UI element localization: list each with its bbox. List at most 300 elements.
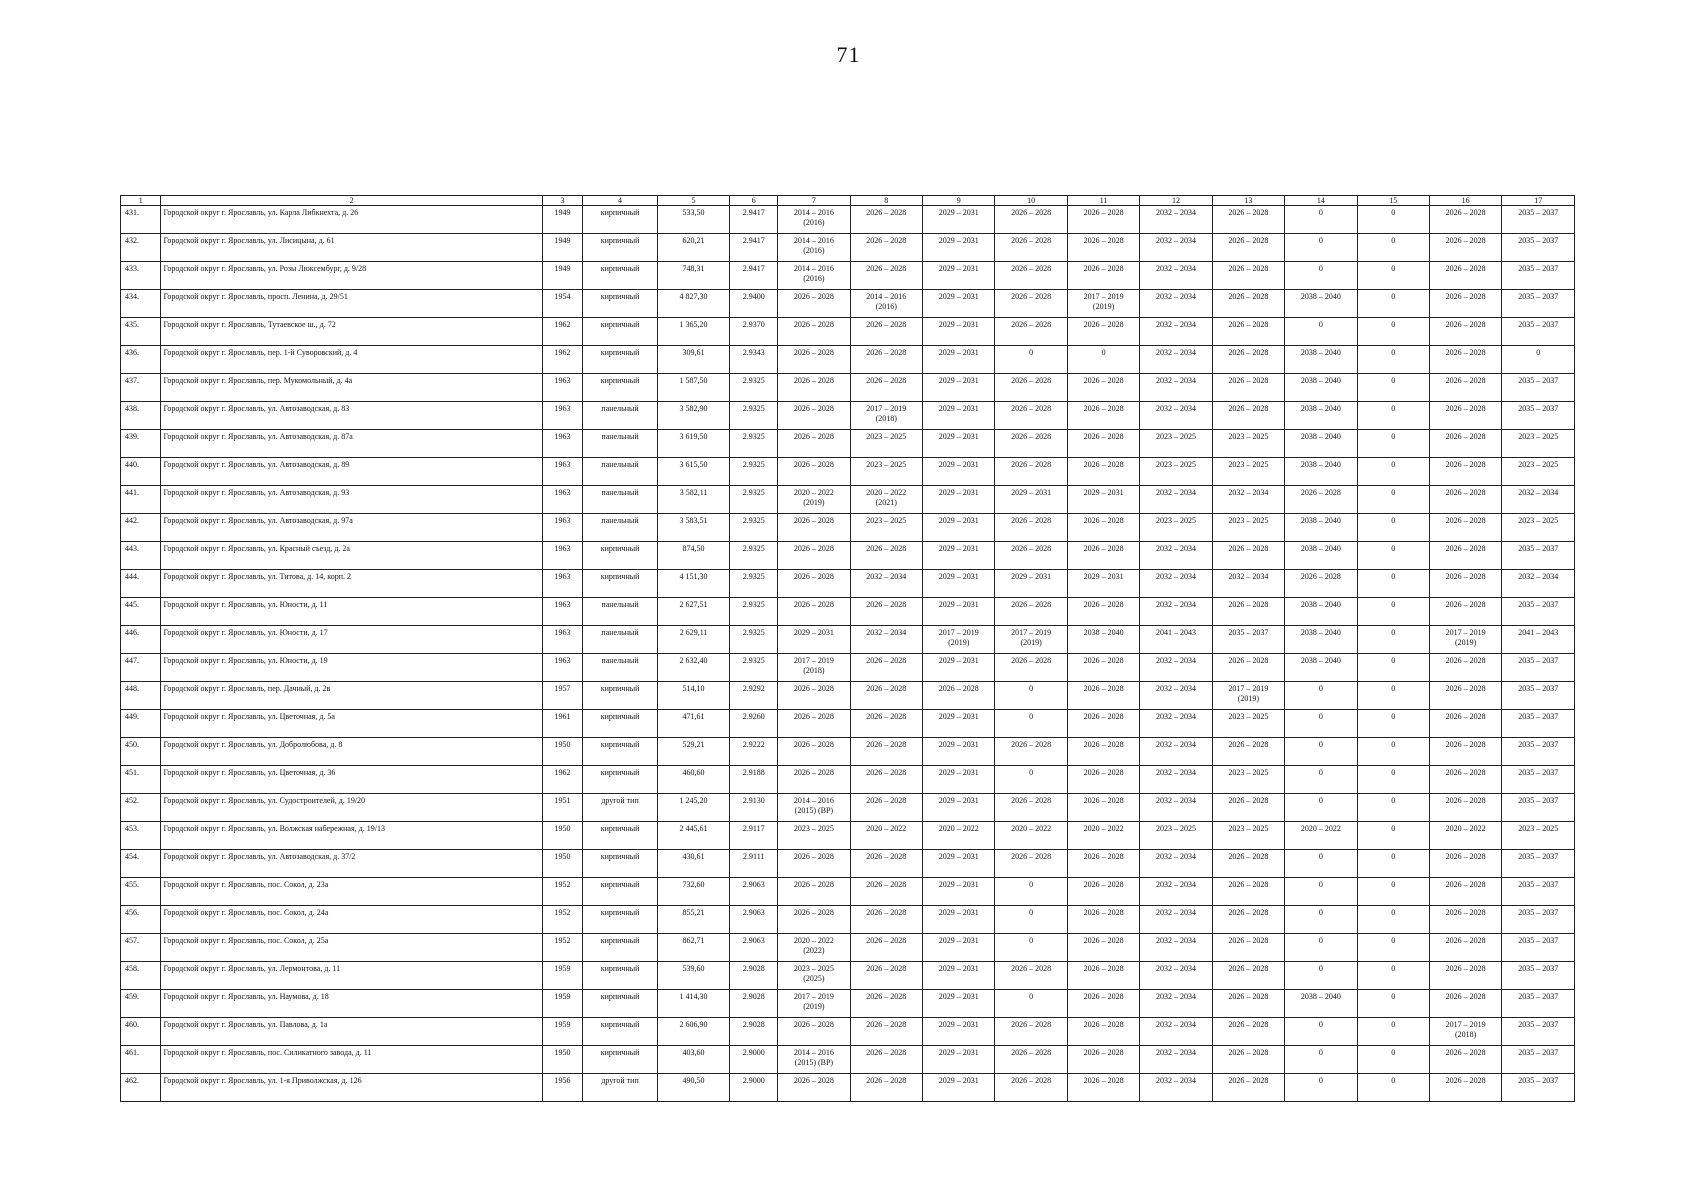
table-cell: 2029 – 2031 — [923, 1074, 995, 1102]
table-cell: 2035 – 2037 — [1502, 402, 1575, 430]
table-cell: Городской округ г. Ярославль, ул. Судостроителей, д. 19/20 — [161, 794, 542, 822]
column-header: 7 — [778, 196, 850, 206]
table-cell: 2038 – 2040 — [1285, 346, 1357, 374]
table-cell: 2026 – 2028 — [1212, 542, 1284, 570]
table-cell: 0 — [1357, 542, 1429, 570]
table-cell: 2026 – 2028 — [778, 514, 850, 542]
table-cell: 1 245,20 — [657, 794, 729, 822]
table-cell: 2026 – 2028 — [1067, 1046, 1139, 1074]
table-cell: 2026 – 2028 — [995, 206, 1067, 234]
table-row — [121, 710, 1575, 738]
table-cell: 2038 – 2040 — [1285, 290, 1357, 318]
table-cell: 2035 – 2037 — [1502, 654, 1575, 682]
table-cell: 2026 – 2028 — [1429, 346, 1501, 374]
table-cell: 2026 – 2028 — [1212, 262, 1284, 290]
table-cell: 2038 – 2040 — [1285, 430, 1357, 458]
table-cell: кирпичный — [583, 738, 658, 766]
table-cell: 2026 – 2028 — [1067, 1018, 1139, 1046]
table-cell: 2032 – 2034 — [1140, 878, 1212, 906]
column-header: 3 — [542, 196, 582, 206]
table-cell: 2026 – 2028 — [1067, 934, 1139, 962]
table-cell: 2026 – 2028 — [1067, 430, 1139, 458]
table-cell: 2038 – 2040 — [1285, 374, 1357, 402]
table-cell: 444. — [121, 570, 161, 598]
table-cell: 2026 – 2028 — [995, 738, 1067, 766]
table-cell: 2.9325 — [730, 514, 778, 542]
table-cell: 2.9188 — [730, 766, 778, 794]
table-cell: 2038 – 2040 — [1285, 598, 1357, 626]
table-cell: 2029 – 2031 — [923, 738, 995, 766]
table-cell: 2026 – 2028 — [850, 654, 922, 682]
table-cell: кирпичный — [583, 290, 658, 318]
table-cell: 2026 – 2028 — [1429, 486, 1501, 514]
table-row — [121, 990, 1575, 1018]
table-cell: 2032 – 2034 — [1140, 598, 1212, 626]
table-cell: 0 — [1357, 458, 1429, 486]
table-cell: 0 — [1285, 1018, 1357, 1046]
table-cell: 2.9325 — [730, 654, 778, 682]
table-cell: 2029 – 2031 — [923, 1018, 995, 1046]
table-cell: 2026 – 2028 — [1212, 990, 1284, 1018]
table-cell: 2029 – 2031 — [923, 710, 995, 738]
table-cell: 2029 – 2031 — [923, 262, 995, 290]
table-cell: 0 — [1285, 934, 1357, 962]
column-header: 9 — [923, 196, 995, 206]
table-cell: 1962 — [542, 318, 582, 346]
table-cell: 2026 – 2028 — [1212, 794, 1284, 822]
table-cell: 2032 – 2034 — [1140, 906, 1212, 934]
table-cell: 0 — [1285, 878, 1357, 906]
table-cell: 2035 – 2037 — [1502, 878, 1575, 906]
table-cell: 0 — [1285, 850, 1357, 878]
column-header: 6 — [730, 196, 778, 206]
table-cell: 1 365,20 — [657, 318, 729, 346]
table-cell: 2032 – 2034 — [1140, 206, 1212, 234]
table-cell: 0 — [995, 682, 1067, 710]
table-cell: 855,21 — [657, 906, 729, 934]
table-cell: другой тип — [583, 1074, 658, 1102]
table-cell: 2026 – 2028 — [1429, 990, 1501, 1018]
table-cell: Городской округ г. Ярославль, пер. Дачный, д. 2в — [161, 682, 542, 710]
table-cell: 2023 – 2025 — [1212, 430, 1284, 458]
table-cell: 0 — [1357, 206, 1429, 234]
table-cell: 2026 – 2028 — [850, 906, 922, 934]
table-cell: 2032 – 2034 — [850, 570, 922, 598]
table-cell: 2.9325 — [730, 542, 778, 570]
table-cell: 2023 – 2025 — [1140, 458, 1212, 486]
table-cell: 1959 — [542, 990, 582, 1018]
table-cell: 0 — [1357, 682, 1429, 710]
table-cell: 2026 – 2028 — [1285, 486, 1357, 514]
table-row — [121, 934, 1575, 962]
table-cell: 2020 – 2022 (2019) — [778, 486, 850, 514]
table-cell: 2026 – 2028 — [1429, 598, 1501, 626]
table-cell: кирпичный — [583, 766, 658, 794]
table-cell: 2.9417 — [730, 262, 778, 290]
table-cell: 2032 – 2034 — [1140, 570, 1212, 598]
table-cell: панельный — [583, 486, 658, 514]
table-cell: 2 445,61 — [657, 822, 729, 850]
table-cell: 2032 – 2034 — [1140, 1074, 1212, 1102]
table-header-row — [121, 196, 1575, 206]
table-cell: 0 — [1285, 206, 1357, 234]
table-cell: 2032 – 2034 — [1140, 794, 1212, 822]
table-cell: 451. — [121, 766, 161, 794]
table-cell: 2029 – 2031 — [778, 626, 850, 654]
table-cell: 438. — [121, 402, 161, 430]
table-cell: кирпичный — [583, 990, 658, 1018]
table-cell: 2023 – 2025 — [1212, 458, 1284, 486]
table-cell: 2023 – 2025 — [1140, 822, 1212, 850]
table-cell: Городской округ г. Ярославль, ул. Автозаводская, д. 89 — [161, 458, 542, 486]
table-cell: 2035 – 2037 — [1502, 262, 1575, 290]
table-cell: 2026 – 2028 — [1429, 682, 1501, 710]
table-cell: 2.9028 — [730, 1018, 778, 1046]
table-cell: 441. — [121, 486, 161, 514]
table-cell: 2020 – 2022 — [1429, 822, 1501, 850]
table-cell: 2026 – 2028 — [1067, 738, 1139, 766]
table-cell: 0 — [1357, 850, 1429, 878]
table-cell: 2035 – 2037 — [1502, 682, 1575, 710]
column-header: 5 — [657, 196, 729, 206]
table-cell: 2029 – 2031 — [923, 934, 995, 962]
table-row — [121, 430, 1575, 458]
table-cell: 2026 – 2028 — [850, 682, 922, 710]
table-cell: 2026 – 2028 — [850, 878, 922, 906]
table-cell: 0 — [995, 990, 1067, 1018]
table-cell: 2032 – 2034 — [1140, 962, 1212, 990]
table-cell: 440. — [121, 458, 161, 486]
table-cell: 2032 – 2034 — [1140, 990, 1212, 1018]
table-cell: 1959 — [542, 1018, 582, 1046]
table-cell: 0 — [1357, 934, 1429, 962]
table-cell: 2026 – 2028 — [778, 542, 850, 570]
table-cell: Городской округ г. Ярославль, ул. Лисицына, д. 61 — [161, 234, 542, 262]
table-cell: 2026 – 2028 — [995, 1074, 1067, 1102]
table-cell: 0 — [1357, 318, 1429, 346]
table-cell: 2026 – 2028 — [1429, 766, 1501, 794]
table-cell: 2026 – 2028 — [1429, 542, 1501, 570]
table-cell: 2026 – 2028 — [1212, 906, 1284, 934]
table-cell: 2029 – 2031 — [923, 878, 995, 906]
table-cell: 450. — [121, 738, 161, 766]
table-cell: 2026 – 2028 — [1429, 1046, 1501, 1074]
table-cell: 2026 – 2028 — [995, 234, 1067, 262]
table-cell: 439. — [121, 430, 161, 458]
table-cell: 2026 – 2028 — [1212, 850, 1284, 878]
table-cell: 2026 – 2028 — [995, 1018, 1067, 1046]
table-cell: 2035 – 2037 — [1502, 710, 1575, 738]
table-cell: 2.9260 — [730, 710, 778, 738]
table-cell: 2026 – 2028 — [1067, 514, 1139, 542]
table-cell: 2014 – 2016 (2015) (ВР) — [778, 794, 850, 822]
table-cell: Городской округ г. Ярославль, ул. Титова, д. 14, корп. 2 — [161, 570, 542, 598]
table-cell: 0 — [1285, 710, 1357, 738]
table-cell: 2032 – 2034 — [1140, 710, 1212, 738]
table-cell: 1963 — [542, 598, 582, 626]
table-cell: 2038 – 2040 — [1285, 654, 1357, 682]
table-cell: 0 — [995, 346, 1067, 374]
table-cell: 446. — [121, 626, 161, 654]
table-cell: кирпичный — [583, 374, 658, 402]
table-cell: 2026 – 2028 — [1212, 1074, 1284, 1102]
table-cell: 2026 – 2028 — [850, 206, 922, 234]
table-cell: 2.9111 — [730, 850, 778, 878]
table-cell: 2029 – 2031 — [923, 430, 995, 458]
table-cell: 2026 – 2028 — [778, 850, 850, 878]
table-cell: 2026 – 2028 — [1429, 430, 1501, 458]
table-cell: 462. — [121, 1074, 161, 1102]
table-cell: 2026 – 2028 — [850, 1074, 922, 1102]
table-cell: Городской округ г. Ярославль, ул. Автозаводская, д. 97а — [161, 514, 542, 542]
table-cell: 2035 – 2037 — [1502, 934, 1575, 962]
table-cell: 2026 – 2028 — [1212, 290, 1284, 318]
table-cell: 2032 – 2034 — [850, 626, 922, 654]
table-cell: 1963 — [542, 514, 582, 542]
table-cell: 432. — [121, 234, 161, 262]
table-cell: 539,60 — [657, 962, 729, 990]
table-cell: 2026 – 2028 — [1212, 598, 1284, 626]
table-cell: 2029 – 2031 — [923, 346, 995, 374]
table-cell: 2026 – 2028 — [1067, 710, 1139, 738]
table-cell: 0 — [1357, 430, 1429, 458]
table-cell: 2020 – 2022 (2022) — [778, 934, 850, 962]
table-cell: 2020 – 2022 — [850, 822, 922, 850]
table-cell: 620,21 — [657, 234, 729, 262]
table-row — [121, 766, 1575, 794]
table-cell: 0 — [1285, 1074, 1357, 1102]
table-cell: 436. — [121, 346, 161, 374]
table-cell: 1956 — [542, 1074, 582, 1102]
table-cell: 2 632,40 — [657, 654, 729, 682]
table-cell: 2020 – 2022 (2021) — [850, 486, 922, 514]
table-cell: 0 — [1357, 710, 1429, 738]
table-cell: 2026 – 2028 — [1067, 990, 1139, 1018]
table-cell: 2035 – 2037 — [1502, 738, 1575, 766]
table-cell: 2014 – 2016 (2016) — [850, 290, 922, 318]
table-cell: 2.9063 — [730, 878, 778, 906]
table-cell: 2026 – 2028 — [850, 990, 922, 1018]
table-cell: 2026 – 2028 — [1067, 962, 1139, 990]
table-cell: 2029 – 2031 — [923, 990, 995, 1018]
table-cell: 2026 – 2028 — [1429, 738, 1501, 766]
table-cell: 2026 – 2028 — [1067, 206, 1139, 234]
table-cell: 2026 – 2028 — [778, 458, 850, 486]
column-header: 4 — [583, 196, 658, 206]
table-cell: кирпичный — [583, 682, 658, 710]
table-cell: 2.9343 — [730, 346, 778, 374]
table-cell: 1952 — [542, 878, 582, 906]
table-cell: кирпичный — [583, 1046, 658, 1074]
table-row — [121, 1046, 1575, 1074]
table-cell: 2026 – 2028 — [778, 1074, 850, 1102]
table-cell: 2023 – 2025 (2025) — [778, 962, 850, 990]
table-row — [121, 1018, 1575, 1046]
table-cell: Городской округ г. Ярославль, ул. Юности, д. 19 — [161, 654, 542, 682]
table-cell: 2017 – 2019 (2019) — [995, 626, 1067, 654]
table-cell: 2032 – 2034 — [1212, 570, 1284, 598]
table-cell: 2026 – 2028 — [995, 598, 1067, 626]
table-cell: 2026 – 2028 — [1429, 570, 1501, 598]
table-cell: 2026 – 2028 — [1429, 654, 1501, 682]
table-cell: 2029 – 2031 — [995, 486, 1067, 514]
table-cell: 2026 – 2028 — [1067, 374, 1139, 402]
table-cell: 1954 — [542, 290, 582, 318]
table-cell: 1950 — [542, 822, 582, 850]
table-cell: 1949 — [542, 234, 582, 262]
table-cell: 2026 – 2028 — [923, 682, 995, 710]
table-cell: 1959 — [542, 962, 582, 990]
table-cell: 2029 – 2031 — [923, 850, 995, 878]
table-cell: 2.9325 — [730, 430, 778, 458]
table-cell: 1950 — [542, 738, 582, 766]
table-cell: 2026 – 2028 — [850, 738, 922, 766]
table-cell: 2026 – 2028 — [995, 654, 1067, 682]
table-cell: 445. — [121, 598, 161, 626]
table-cell: 2032 – 2034 — [1140, 766, 1212, 794]
table-row — [121, 598, 1575, 626]
table-cell: 0 — [1357, 570, 1429, 598]
table-row — [121, 654, 1575, 682]
table-cell: 2026 – 2028 — [1285, 570, 1357, 598]
table-cell: 2026 – 2028 — [995, 402, 1067, 430]
table-cell: 2035 – 2037 — [1502, 542, 1575, 570]
table-cell: 2026 – 2028 — [850, 262, 922, 290]
table-cell: 2026 – 2028 — [995, 962, 1067, 990]
table-cell: 2026 – 2028 — [1212, 1018, 1284, 1046]
table-cell: 2026 – 2028 — [1212, 654, 1284, 682]
table-cell: 2017 – 2019 (2019) — [1429, 626, 1501, 654]
table-cell: Городской округ г. Ярославль, пос. Сокол, д. 23а — [161, 878, 542, 906]
table-cell: 1950 — [542, 1046, 582, 1074]
table-cell: 2026 – 2028 — [1067, 906, 1139, 934]
table-cell: 2032 – 2034 — [1140, 290, 1212, 318]
table-cell: 2035 – 2037 — [1502, 850, 1575, 878]
table-cell: 2.9000 — [730, 1046, 778, 1074]
table-cell: 2026 – 2028 — [850, 542, 922, 570]
table-cell: 2026 – 2028 — [1067, 234, 1139, 262]
table-cell: 1951 — [542, 794, 582, 822]
table-cell: 2032 – 2034 — [1140, 262, 1212, 290]
table-cell: 533,50 — [657, 206, 729, 234]
table-cell: 2026 – 2028 — [778, 766, 850, 794]
table-cell: 2026 – 2028 — [1067, 318, 1139, 346]
table-cell: панельный — [583, 626, 658, 654]
table-cell: 1963 — [542, 430, 582, 458]
table-cell: 403,60 — [657, 1046, 729, 1074]
table-cell: 2026 – 2028 — [850, 318, 922, 346]
table-cell: 0 — [1357, 346, 1429, 374]
table-cell: 2029 – 2031 — [923, 570, 995, 598]
table-cell: 452. — [121, 794, 161, 822]
table-cell: 2023 – 2025 — [1212, 822, 1284, 850]
table-cell: 437. — [121, 374, 161, 402]
table-cell: Городской округ г. Ярославль, ул. Волжская набережная, д. 19/13 — [161, 822, 542, 850]
table-cell: 2032 – 2034 — [1140, 402, 1212, 430]
table-row — [121, 234, 1575, 262]
table-cell: 2026 – 2028 — [1067, 878, 1139, 906]
table-cell: 2023 – 2025 — [1140, 430, 1212, 458]
table-cell: 3 582,90 — [657, 402, 729, 430]
table-cell: 2017 – 2019 (2019) — [1212, 682, 1284, 710]
table-cell: 2035 – 2037 — [1502, 234, 1575, 262]
table-cell: 0 — [1357, 1046, 1429, 1074]
table-cell: 2032 – 2034 — [1140, 682, 1212, 710]
table-cell: 2026 – 2028 — [1429, 206, 1501, 234]
table-cell: 2023 – 2025 — [1502, 458, 1575, 486]
table-cell: 2026 – 2028 — [850, 766, 922, 794]
table-cell: 2023 – 2025 — [1502, 430, 1575, 458]
table-cell: 2.9028 — [730, 962, 778, 990]
table-cell: Городской округ г. Ярославль, пер. Мукомольный, д. 4а — [161, 374, 542, 402]
table-cell: 2017 – 2019 (2018) — [778, 654, 850, 682]
table-cell: 2035 – 2037 — [1502, 962, 1575, 990]
table-cell: Городской округ г. Ярославль, ул. Наумова, д. 18 — [161, 990, 542, 1018]
table-cell: 0 — [1357, 486, 1429, 514]
table-cell: другой тип — [583, 794, 658, 822]
table-cell: 2026 – 2028 — [850, 934, 922, 962]
table-cell: кирпичный — [583, 318, 658, 346]
table-cell: 0 — [1357, 598, 1429, 626]
table-cell: 2.9417 — [730, 206, 778, 234]
table-cell: 2026 – 2028 — [850, 374, 922, 402]
table-cell: кирпичный — [583, 234, 658, 262]
table-cell: кирпичный — [583, 962, 658, 990]
table-cell: панельный — [583, 598, 658, 626]
column-header: 16 — [1429, 196, 1501, 206]
table-cell: 2014 – 2016 (2016) — [778, 262, 850, 290]
table-cell: 0 — [1285, 766, 1357, 794]
table-cell: 1963 — [542, 486, 582, 514]
table-cell: 2026 – 2028 — [1212, 738, 1284, 766]
table-cell: 433. — [121, 262, 161, 290]
table-cell: 2032 – 2034 — [1140, 1018, 1212, 1046]
table-cell: 0 — [1502, 346, 1575, 374]
table-cell: 447. — [121, 654, 161, 682]
table-cell: 2032 – 2034 — [1140, 654, 1212, 682]
table-cell: 2038 – 2040 — [1067, 626, 1139, 654]
table-cell: 1962 — [542, 766, 582, 794]
table-cell: 2026 – 2028 — [778, 682, 850, 710]
table-row — [121, 458, 1575, 486]
table-cell: 471,61 — [657, 710, 729, 738]
table-cell: 2032 – 2034 — [1140, 542, 1212, 570]
table-cell: 435. — [121, 318, 161, 346]
table-cell: 2017 – 2019 (2018) — [1429, 1018, 1501, 1046]
table-cell: 2035 – 2037 — [1502, 766, 1575, 794]
table-cell: 490,50 — [657, 1074, 729, 1102]
table-cell: 0 — [1285, 962, 1357, 990]
table-cell: 0 — [1357, 738, 1429, 766]
table-cell: Городской округ г. Ярославль, пос. Сокол, д. 24а — [161, 906, 542, 934]
table-cell: 1963 — [542, 570, 582, 598]
table-cell: 2026 – 2028 — [778, 430, 850, 458]
table-cell: 2023 – 2025 — [850, 458, 922, 486]
table-cell: 2026 – 2028 — [1067, 682, 1139, 710]
table-row — [121, 570, 1575, 598]
table-cell: 2026 – 2028 — [995, 430, 1067, 458]
table-cell: 1963 — [542, 402, 582, 430]
table-cell: 2026 – 2028 — [1067, 654, 1139, 682]
table-cell: 2.9222 — [730, 738, 778, 766]
table-cell: 2029 – 2031 — [923, 290, 995, 318]
table-cell: 2029 – 2031 — [923, 794, 995, 822]
table-cell: 2026 – 2028 — [995, 318, 1067, 346]
table-row — [121, 962, 1575, 990]
table-cell: 2026 – 2028 — [1429, 458, 1501, 486]
table-cell: 2.9028 — [730, 990, 778, 1018]
table-cell: 2026 – 2028 — [1067, 458, 1139, 486]
